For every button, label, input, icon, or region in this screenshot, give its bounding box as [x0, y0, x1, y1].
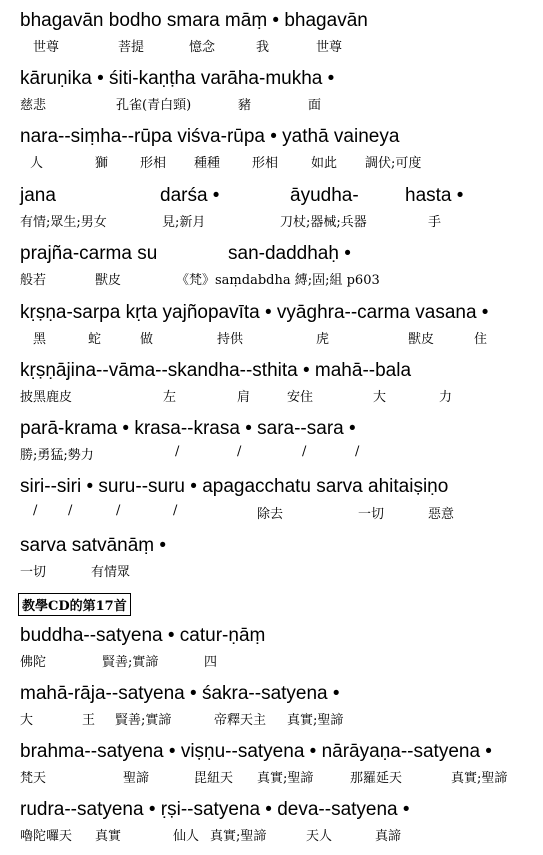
- gloss: 聖諦: [123, 771, 150, 786]
- gloss: /: [302, 444, 307, 459]
- gloss: 四: [204, 655, 218, 670]
- gloss: 真實;聖諦: [287, 713, 344, 728]
- gloss: 獅: [95, 156, 109, 171]
- sanskrit-line: parā-krama • krasa--krasa • sara--sara •: [20, 418, 356, 439]
- gloss: 虎: [316, 332, 330, 347]
- sanskrit-line: brahma--satyena • viṣṇu--satyena • nārāyaṇa--satyena •: [20, 741, 492, 762]
- gloss: 形相: [252, 156, 279, 171]
- gloss: 賢善;實諦: [102, 655, 159, 670]
- gloss: 見;新月: [162, 215, 206, 230]
- gloss: 帝釋天主: [214, 713, 267, 728]
- gloss: /: [68, 503, 73, 518]
- gloss: 佛陀: [20, 655, 47, 670]
- gloss: 真實;聖諦: [210, 829, 267, 844]
- gloss: 做: [140, 332, 154, 347]
- gloss: 形相: [140, 156, 167, 171]
- sanskrit-line: siri--siri • suru--suru • apagacchatu sarva ahitaiṣiṇo: [20, 476, 449, 497]
- gloss: 一切: [20, 565, 47, 580]
- gloss: 除去: [257, 507, 284, 522]
- gloss: 面: [308, 98, 322, 113]
- gloss: 獸皮: [95, 273, 122, 288]
- gloss: /: [33, 503, 38, 518]
- gloss: 獸皮: [408, 332, 435, 347]
- gloss: 力: [439, 390, 453, 405]
- gloss: 安住: [287, 390, 314, 405]
- gloss: 一切: [358, 507, 385, 522]
- section-label: 教學CD的第17首: [18, 593, 131, 616]
- sanskrit-word: darśa •: [160, 185, 220, 206]
- gloss: 世尊: [316, 40, 343, 55]
- gloss: 真實;聖諦: [257, 771, 314, 786]
- sanskrit-line: buddha--satyena • catur-ṇāṃ: [20, 625, 266, 646]
- gloss: 慈悲: [20, 98, 47, 113]
- gloss: 真實: [95, 829, 122, 844]
- gloss: /: [237, 444, 242, 459]
- sanskrit-line: mahā-rāja--satyena • śakra--satyena •: [20, 683, 340, 704]
- gloss: 般若: [20, 273, 47, 288]
- gloss: 人: [30, 156, 44, 171]
- gloss: 手: [428, 215, 442, 230]
- sanskrit-line: kṛṣṇājina--vāma--skandha--sthita • mahā--bala: [20, 360, 412, 381]
- gloss: 梵天: [20, 771, 47, 786]
- gloss: /: [173, 503, 178, 518]
- gloss: 世尊: [33, 40, 60, 55]
- gloss: 肩: [237, 390, 251, 405]
- gloss: 持供: [217, 332, 244, 347]
- sanskrit-word: āyudha-: [290, 185, 359, 206]
- gloss: 仙人: [173, 829, 200, 844]
- sanskrit-word: jana: [20, 185, 56, 206]
- gloss: 左: [163, 390, 177, 405]
- gloss: 真實;聖諦: [451, 771, 508, 786]
- gloss: 調伏;可度: [365, 156, 422, 171]
- gloss: 刀杖;器械;兵器: [280, 215, 367, 230]
- sanskrit-line: nara--siṃha--rūpa viśva-rūpa • yathā vaineya: [20, 126, 400, 147]
- gloss: 孔雀(青白頸): [116, 98, 192, 113]
- gloss: 我: [256, 40, 270, 55]
- gloss: 披黑鹿皮: [20, 390, 73, 405]
- gloss: 《梵》saṃdabdha 縛;固;組 p603: [176, 273, 380, 288]
- gloss: 賢善;實諦: [115, 713, 172, 728]
- gloss: 勝;勇猛;勢力: [20, 448, 94, 463]
- sanskrit-word: prajña-carma su: [20, 243, 158, 264]
- sanskrit-line: sarva satvānāṃ •: [20, 535, 167, 556]
- gloss: 憶念: [189, 40, 216, 55]
- gloss: 黑: [33, 332, 47, 347]
- sanskrit-line: kāruṇika • śiti-kaṇṭha varāha-mukha •: [20, 68, 335, 89]
- gloss: 毘紐天: [194, 771, 234, 786]
- sanskrit-line: rudra--satyena • ṛṣi--satyena • deva--satyena •: [20, 799, 410, 820]
- gloss: 種種: [194, 156, 221, 171]
- gloss: 住: [474, 332, 488, 347]
- sanskrit-line: kṛṣṇa-sarpa kṛta yajñopavīta • vyāghra--carma vasana •: [20, 302, 489, 323]
- gloss: 惡意: [428, 507, 455, 522]
- gloss: 有情;眾生;男女: [20, 215, 107, 230]
- gloss: 菩提: [118, 40, 145, 55]
- gloss: /: [355, 444, 360, 459]
- sanskrit-word: san-daddhaḥ •: [228, 243, 351, 264]
- gloss: 有情眾: [91, 565, 131, 580]
- gloss: 蛇: [88, 332, 102, 347]
- gloss: 如此: [311, 156, 338, 171]
- gloss: 嚕陀囉天: [20, 829, 73, 844]
- gloss: 大: [20, 713, 34, 728]
- gloss: 那羅延天: [350, 771, 403, 786]
- gloss: 王: [82, 713, 96, 728]
- gloss: 大: [373, 390, 387, 405]
- gloss: /: [175, 444, 180, 459]
- gloss: /: [116, 503, 121, 518]
- sanskrit-word: hasta •: [405, 185, 464, 206]
- gloss: 真諦: [375, 829, 402, 844]
- sanskrit-line: bhagavān bodho smara māṃ • bhagavān: [20, 10, 368, 31]
- gloss: 豬: [238, 98, 252, 113]
- gloss: 天人: [306, 829, 333, 844]
